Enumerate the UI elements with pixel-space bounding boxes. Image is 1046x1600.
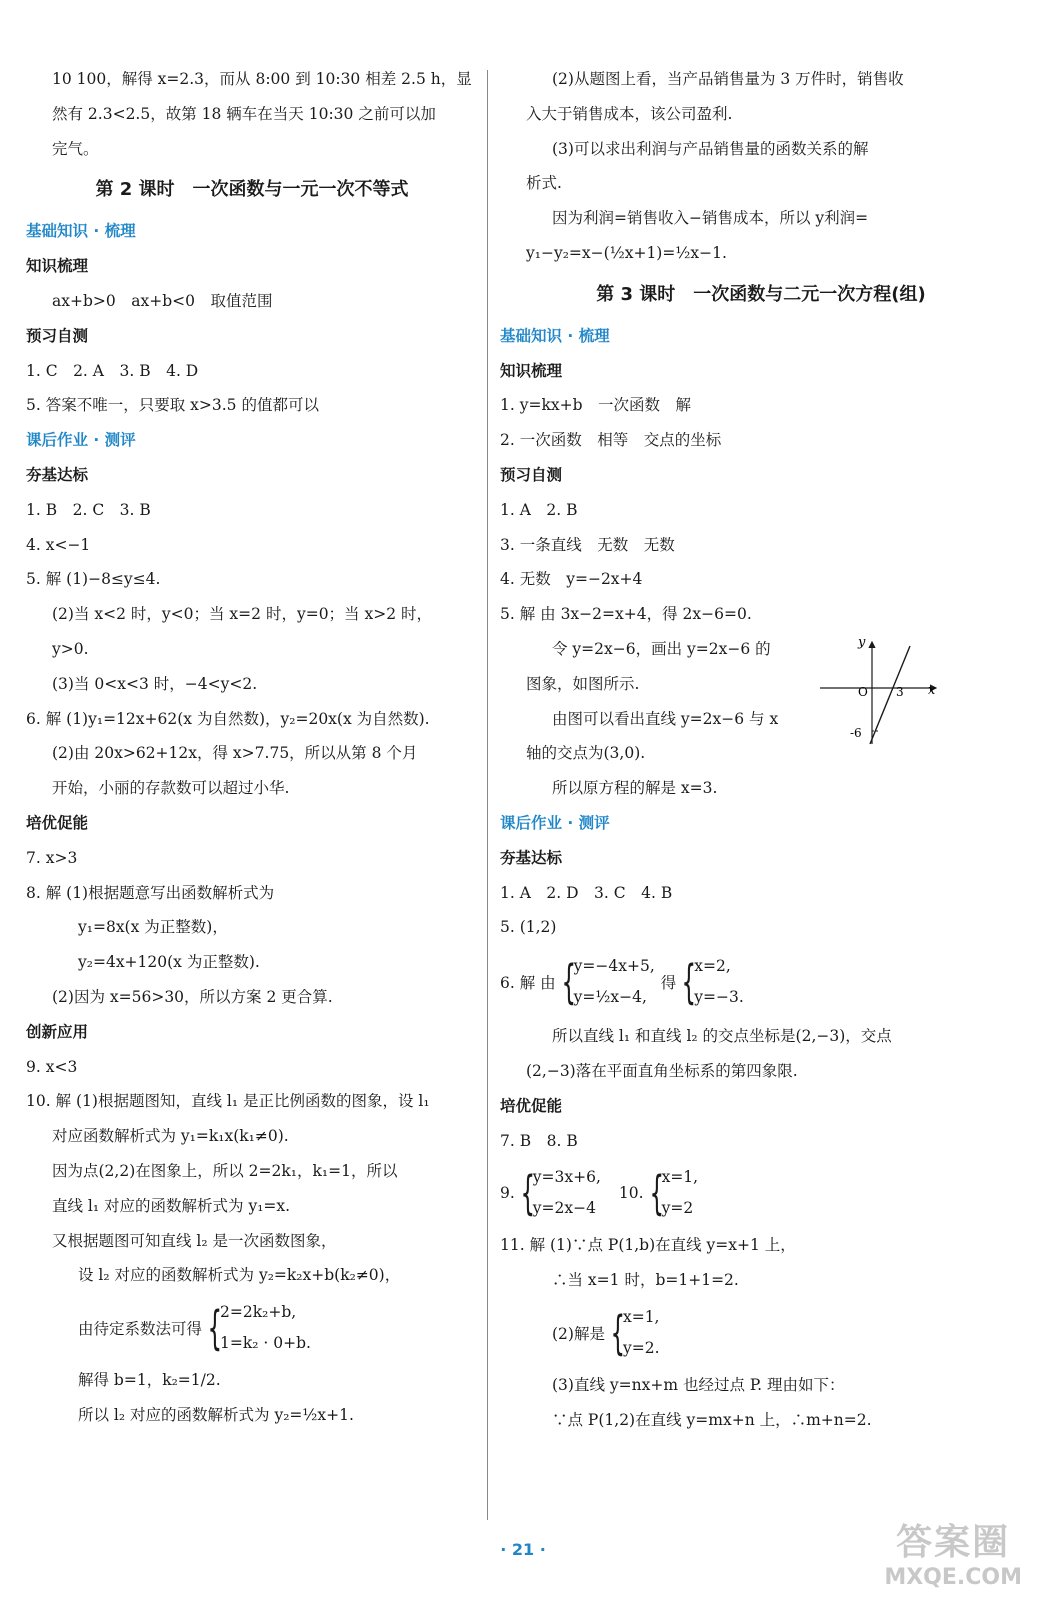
subheading: 夯基达标 [26,465,89,484]
equation: y=2 [661,1199,694,1218]
subheading: 夯基达标 [500,848,563,867]
answer-line: (2,−3)落在平面直角坐标系的第四象限. [526,1061,798,1080]
system-label: 由待定系数法可得 [78,1320,203,1339]
answer-line: 8. 解 (1)根据题意写出函数解析式为 [26,883,275,902]
origin-label: O [858,685,868,699]
answer-line: 因为点(2,2)在图象上，所以 2=2k₁，k₁=1，所以 [52,1161,398,1180]
lesson-title: 第 3 课时 一次函数与二元一次方程(组) [596,283,926,305]
answer-line: 3. 一条直线 无数 无数 [500,535,675,554]
text-line: 10 100，解得 x=2.3，而从 8:00 到 10:30 相差 2.5 h，显 [52,70,472,88]
section-header: 课后作业 · 测评 [26,431,136,450]
equation-system [500,1158,1022,1228]
answer-line: 9. x<3 [26,1057,78,1076]
answer-line: (2)由 20x>62+12x，得 x>7.75，所以从第 8 个月 [52,744,418,763]
answer-line: 所以 l₂ 对应的函数解析式为 y₂=½x+1. [78,1405,354,1424]
equation-system [500,945,1022,1019]
answer-line: 1. y=kx+b 一次函数 解 [500,396,692,415]
system-equations [662,1162,699,1224]
answer-line: 1. C 2. A 3. B 4. D [26,361,199,380]
system-equations [533,1162,601,1224]
graph-line [870,646,910,744]
subheading: 创新应用 [26,1022,89,1041]
answer-line: y>0. [52,639,89,658]
equation: y=−4x+5, [573,957,655,976]
answer-line: 5. 解 (1)−8≤y≤4. [26,570,161,589]
answer-line: 1. B 2. C 3. B [26,500,151,519]
watermark-url: MXQE.COM [884,1565,1022,1590]
equation: y=2. [622,1338,660,1357]
text-line: 完气。 [52,139,99,158]
answer-line: ∵点 P(1,2)在直线 y=mx+n 上，∴m+n=2. [552,1410,872,1429]
brace-icon: { [520,1166,535,1221]
equation: y=3x+6, [532,1168,601,1187]
answer-line: 6. 解 (1)y₁=12x+62(x 为自然数)，y₂=20x(x 为自然数). [26,709,430,728]
answer-line: (3)当 0<x<3 时，−4<y<2. [52,674,258,693]
section-header: 课后作业 · 测评 [500,813,610,832]
lesson-title: 第 2 课时 一次函数与一元一次不等式 [95,179,409,201]
answer-line: y₂=4x+120(x 为正整数). [78,953,260,972]
answer-line: 轴的交点为(3,0). [526,744,646,763]
watermark-text: 答案圈 [896,1522,1011,1563]
answer-line: 5. (1,2) [500,918,557,937]
answer-line: y₁=8x(x 为正整数)， [78,918,228,937]
section-header: 基础知识 · 梳理 [500,326,610,345]
subheading: 知识梳理 [26,257,89,276]
answer-line: 1. A 2. B [500,500,578,519]
answer-line: 4. 无数 y=−2x+4 [500,570,643,589]
subheading: 培优促能 [26,813,89,832]
answer-line: 直线 l₁ 对应的函数解析式为 y₁=x. [52,1196,291,1215]
system-equations [574,951,655,1013]
answer-line: 图象，如图所示. [526,674,640,693]
answer-line: 开始，小丽的存款数可以超过小华. [52,779,290,798]
equation: x=1, [661,1168,699,1187]
answer-line: 5. 答案不唯一，只要取 x>3.5 的值都可以 [26,396,319,415]
equation: y=½x−4, [573,988,647,1007]
text-line: 入大于销售成本，该公司盈利. [526,104,733,123]
answer-line: (3)直线 y=nx+m 也经过点 P. 理由如下： [552,1375,845,1394]
answer-line: (2)当 x<2 时，y<0；当 x=2 时，y=0；当 x>2 时， [52,605,433,624]
answer-line: 所以原方程的解是 x=3. [552,779,718,798]
page-number: · 21 · [500,1540,546,1559]
equation: x=1, [622,1307,660,1326]
answer-line: 所以直线 l₁ 和直线 l₂ 的交点坐标是(2,−3)，交点 [552,1027,892,1046]
answer-line: 4. x<−1 [26,535,91,554]
system-label: (2)解是 [552,1324,605,1343]
system-connector: 得 [660,974,677,993]
x-tick-label: 3 [896,685,904,699]
answer-line: 2. 一次函数 相等 交点的坐标 [500,431,722,450]
text-line: 析式. [526,174,562,193]
subheading: 预习自测 [26,326,89,345]
equation-system [500,1298,1022,1368]
text-line: 因为利润=销售收入−销售成本，所以 y利润= [552,209,869,228]
text-line: y₁−y₂=x−(½x+1)=½x−1. [526,243,727,262]
answer-line: 7. B 8. B [500,1131,578,1150]
answer-line: 11. 解 (1)∵点 P(1,b)在直线 y=x+1 上， [500,1236,796,1255]
right-column [500,62,1022,1438]
answer-line: 对应函数解析式为 y₁=k₁x(k₁≠0). [52,1127,289,1146]
watermark [884,1514,1022,1590]
line-graph [818,634,946,746]
brace-icon: { [207,1301,223,1356]
system-equations [220,1297,311,1359]
answer-line: 1. A 2. D 3. C 4. B [500,883,673,902]
y-tick-label: -6 [850,726,862,740]
equation: y=2x−4 [532,1199,596,1218]
section-header: 基础知识 · 梳理 [26,222,136,241]
system-label: 9. [500,1184,515,1203]
answer-line: 10. 解 (1)根据题图知，直线 l₁ 是正比例函数的图象，设 l₁ [26,1092,430,1111]
answer-line: 令 y=2x−6，画出 y=2x−6 的 [552,639,771,658]
equation-system [26,1293,478,1363]
subheading: 知识梳理 [500,361,563,380]
equation: x=2, [694,957,731,976]
answer-line: 由图可以看出直线 y=2x−6 与 x [552,709,779,728]
answer-line: ∴当 x=1 时，b=1+1=2. [552,1271,739,1290]
equation: 1=k₂ · 0+b. [220,1334,311,1353]
answer-line: 设 l₂ 对应的函数解析式为 y₂=k₂x+b(k₂≠0)， [78,1266,401,1285]
system-solution [623,1302,660,1364]
brace-icon: { [681,955,697,1010]
answer-line: 7. x>3 [26,848,78,867]
text-line: (2)从题图上看，当产品销售量为 3 万件时，销售收 [552,70,904,88]
brace-icon: { [649,1166,664,1221]
brace-icon: { [610,1305,626,1360]
answer-line: 又根据题图可知直线 l₂ 是一次函数图象， [52,1231,337,1250]
subheading: 预习自测 [500,465,563,484]
answer-line: (2)因为 x=56>30，所以方案 2 更合算. [52,987,333,1006]
system-label: 10. [618,1184,644,1203]
left-column [26,62,478,1433]
system-solution [694,951,744,1013]
equation: y=−3. [694,988,744,1007]
text-line: (3)可以求出利润与产品销售量的函数关系的解 [552,139,869,158]
answer-line: ax+b>0 ax+b<0 取值范围 [52,291,273,310]
system-label: 6. 解 由 [500,974,556,993]
y-axis-label: y [858,635,866,650]
answer-line: 解得 b=1，k₂=1/2. [78,1371,221,1390]
brace-icon: { [561,955,576,1010]
equation: 2=2k₂+b, [220,1303,297,1322]
subheading: 培优促能 [500,1096,563,1115]
x-axis-label: x [928,683,936,698]
text-line: 然有 2.3<2.5，故第 18 辆车在当天 10:30 之前可以加 [52,104,436,123]
column-divider [487,70,488,1520]
answer-line: 5. 解 由 3x−2=x+4，得 2x−6=0. [500,605,752,624]
